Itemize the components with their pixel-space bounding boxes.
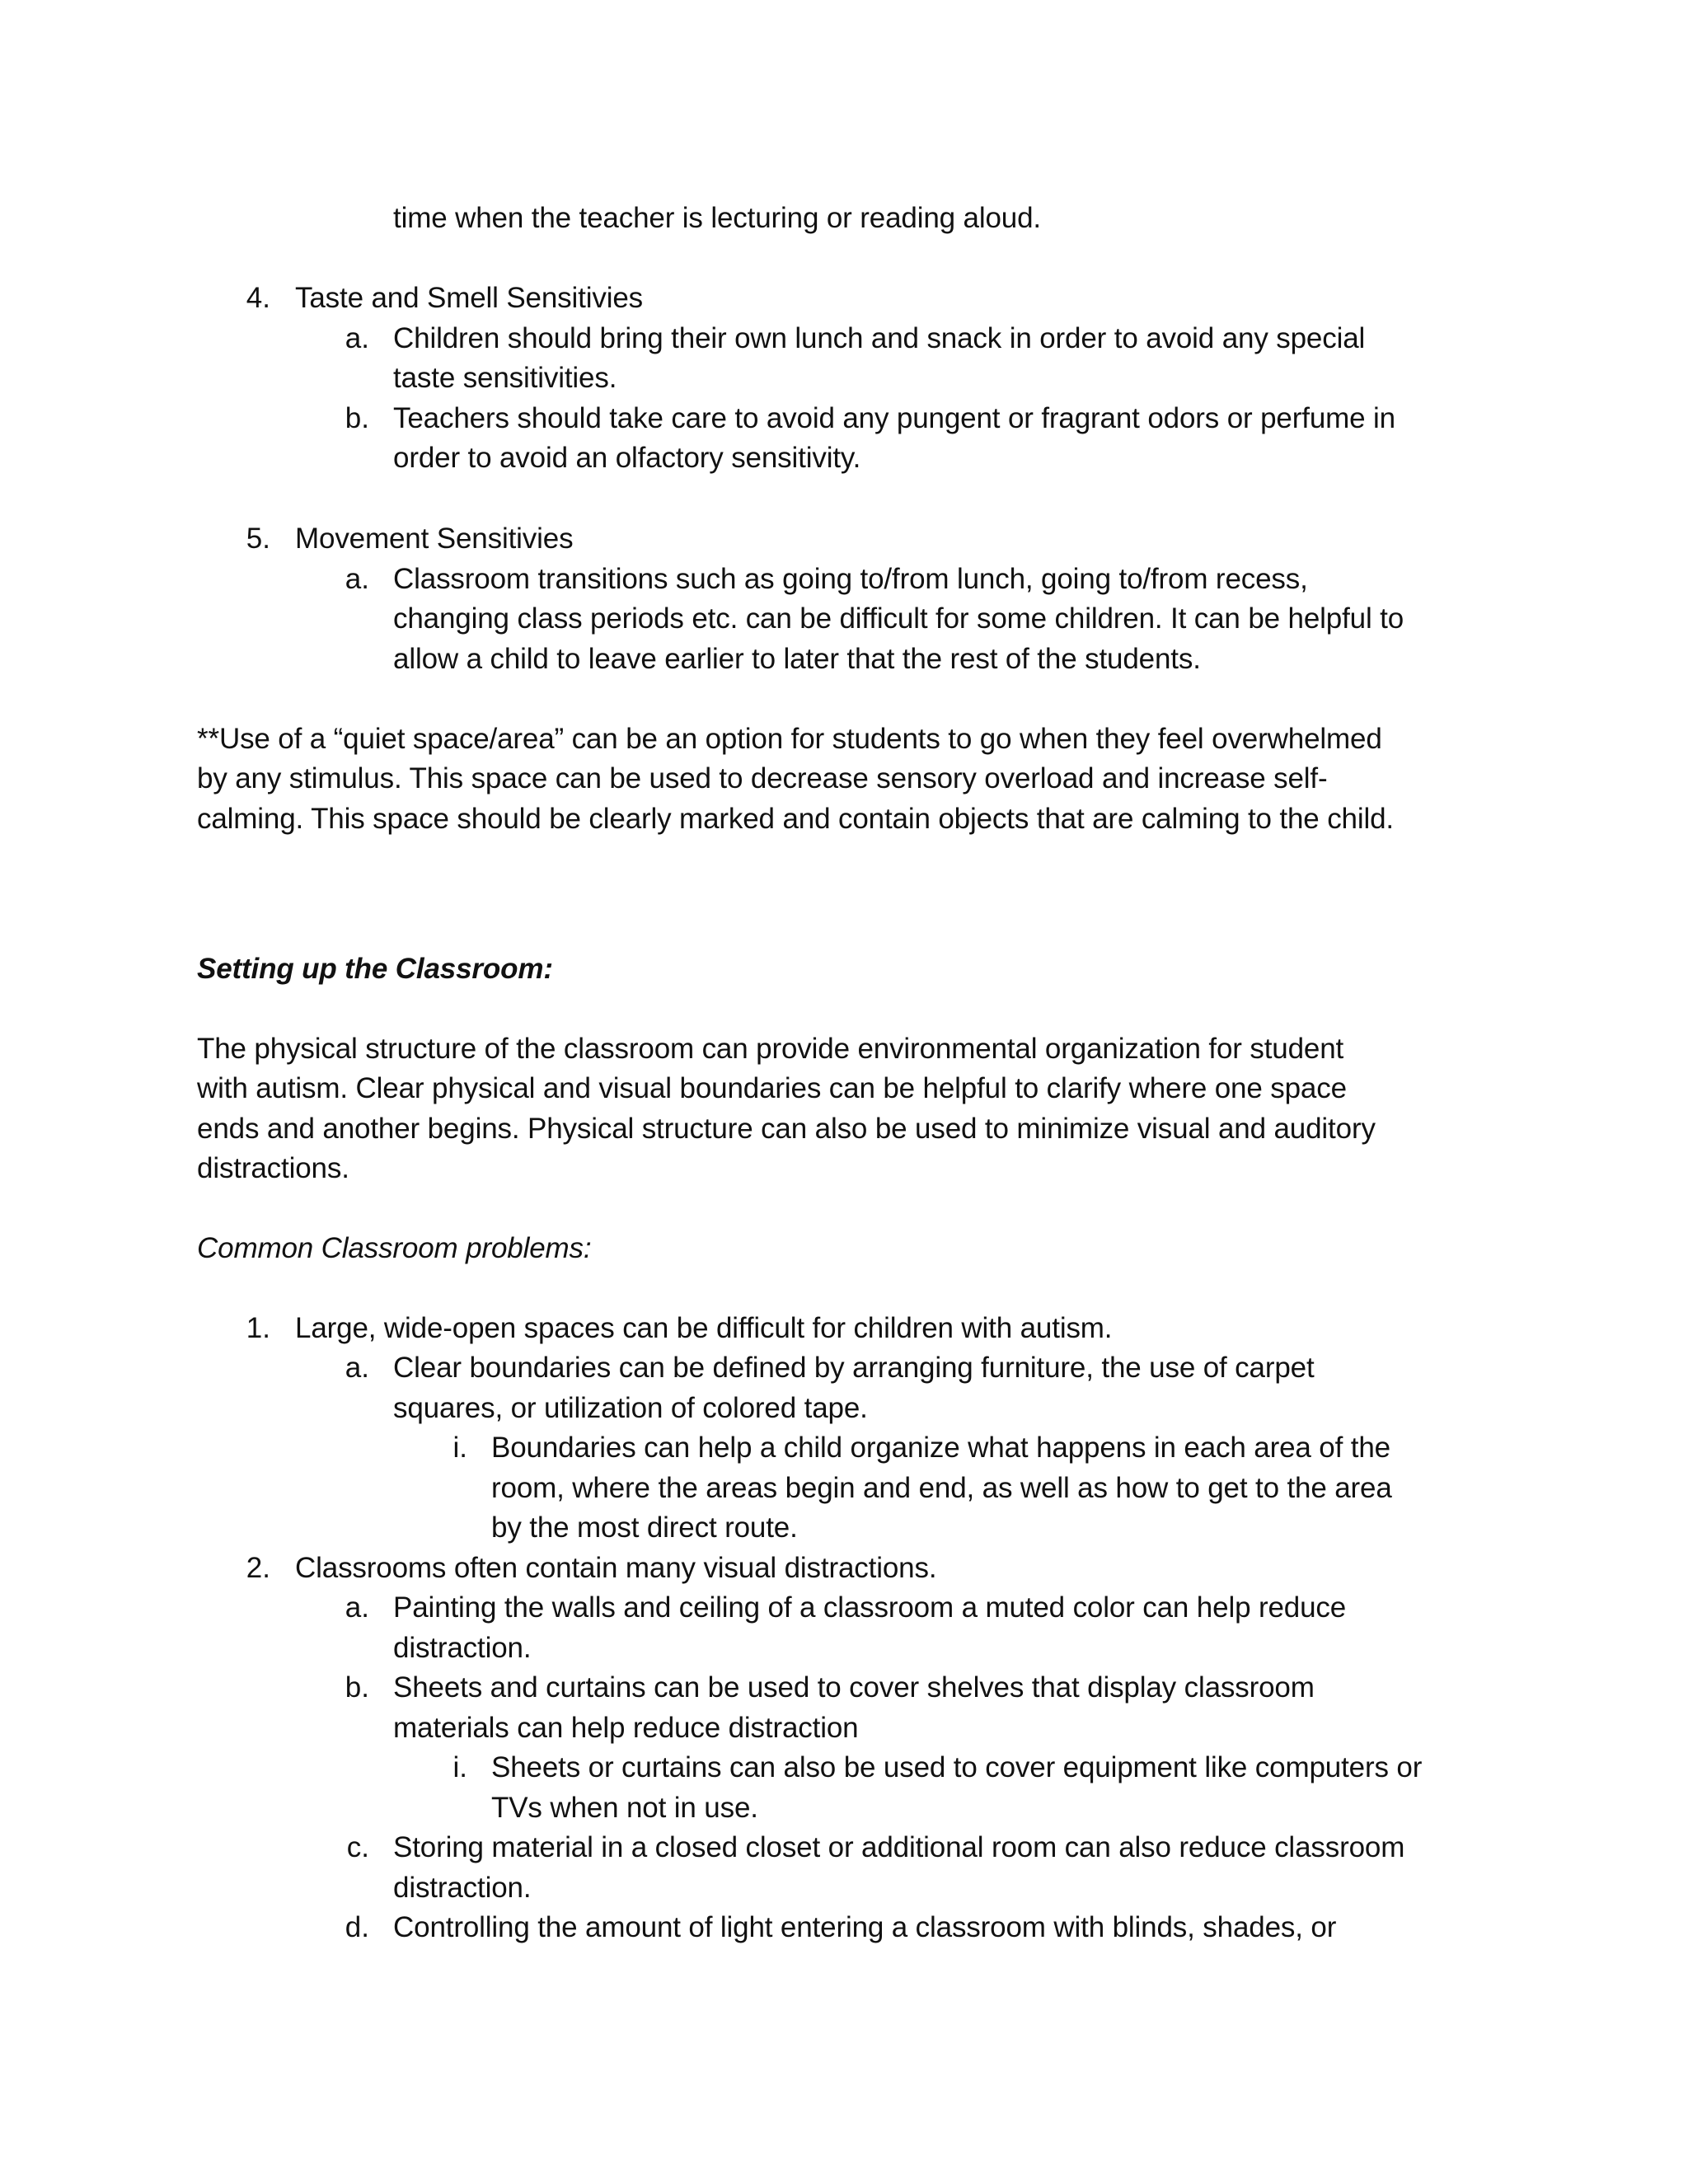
paragraph-line: by any stimulus. This space can be used to decrease sensory overload and increase self-	[197, 762, 1328, 794]
list-item-line: changing class periods etc. can be difficult for some children. It can be helpful to	[393, 602, 1404, 635]
list-item-title: Taste and Smell Sensitivies	[295, 282, 643, 314]
list-marker: b.	[345, 1671, 369, 1704]
list-item-line: Boundaries can help a child organize what happens in each area of the	[491, 1432, 1390, 1464]
list-item-line: Controlling the amount of light entering a classroom with blinds, shades, or	[393, 1911, 1337, 1943]
list-marker: i.	[452, 1751, 467, 1783]
list-marker: c.	[346, 1831, 369, 1863]
list-marker: a.	[345, 1352, 369, 1384]
list-marker: a.	[345, 1591, 369, 1624]
list-item-line: Clear boundaries can be defined by arranging furniture, the use of carpet	[393, 1352, 1315, 1384]
list-marker: 2.	[246, 1552, 270, 1584]
list-item-line: Sheets and curtains can be used to cover shelves that display classroom	[393, 1671, 1315, 1704]
subheading: Common Classroom problems:	[197, 1232, 592, 1264]
list-item-line: Teachers should take care to avoid any pungent or fragrant odors or perfume in	[393, 402, 1395, 434]
list-marker: 4.	[246, 282, 270, 314]
paragraph-line: with autism. Clear physical and visual boundaries can be helpful to clarify where one space	[197, 1072, 1347, 1104]
list-item-title: Classrooms often contain many visual distractions.	[295, 1552, 937, 1584]
list-item-line: squares, or utilization of colored tape.	[393, 1392, 868, 1424]
list-item-title: Large, wide-open spaces can be difficult for children with autism.	[295, 1312, 1113, 1344]
list-item-line: room, where the areas begin and end, as well as how to get to the area	[491, 1472, 1392, 1504]
list-item-line: taste sensitivities.	[393, 362, 617, 394]
list-item-line: TVs when not in use.	[491, 1792, 758, 1824]
list-marker: 1.	[246, 1312, 270, 1344]
list-item-line: Classroom transitions such as going to/from lunch, going to/from recess,	[393, 563, 1308, 595]
list-marker: i.	[452, 1432, 467, 1464]
list-item-line: Sheets or curtains can also be used to cover equipment like computers or	[491, 1751, 1423, 1783]
list-item-line: order to avoid an olfactory sensitivity.	[393, 442, 861, 474]
paragraph-line: ends and another begins. Physical structure can also be used to minimize visual and auditory	[197, 1113, 1376, 1145]
list-marker: a.	[345, 322, 369, 354]
list-item-line: allow a child to leave earlier to later that the rest of the students.	[393, 643, 1201, 675]
list-marker: b.	[345, 402, 369, 434]
list-item-line: distraction.	[393, 1872, 532, 1904]
list-item-line: by the most direct route.	[491, 1511, 798, 1544]
list-item-line: materials can help reduce distraction	[393, 1712, 859, 1744]
list-marker: d.	[345, 1911, 369, 1943]
list-item-line: Children should bring their own lunch and snack in order to avoid any special	[393, 322, 1366, 354]
list-item-line: Painting the walls and ceiling of a classroom a muted color can help reduce	[393, 1591, 1347, 1624]
continuation-line: time when the teacher is lecturing or reading aloud.	[393, 202, 1041, 234]
list-item-line: distraction.	[393, 1632, 532, 1664]
section-heading: Setting up the Classroom:	[197, 953, 553, 985]
list-marker: 5.	[246, 523, 270, 555]
paragraph-line: **Use of a “quiet space/area” can be an option for students to go when they feel overwhelmed	[197, 723, 1382, 755]
list-marker: a.	[345, 563, 369, 595]
paragraph-line: The physical structure of the classroom can provide environmental organization for student	[197, 1033, 1344, 1065]
list-item-title: Movement Sensitivies	[295, 523, 574, 555]
list-item-line: Storing material in a closed closet or additional room can also reduce classroom	[393, 1831, 1405, 1863]
paragraph-line: distractions.	[197, 1152, 349, 1184]
paragraph-line: calming. This space should be clearly marked and contain objects that are calming to the child.	[197, 803, 1395, 835]
